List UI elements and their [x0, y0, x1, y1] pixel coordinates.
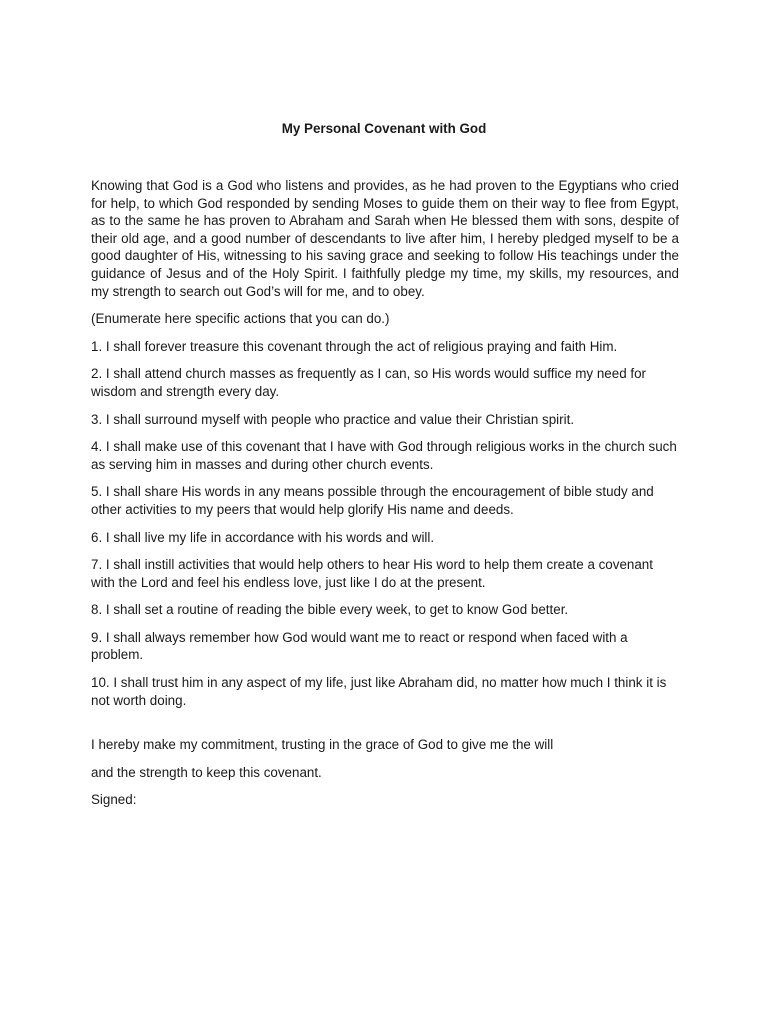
- covenant-item: 8. I shall set a routine of reading the bible every week, to get to know God better.: [91, 602, 569, 618]
- covenant-item: 10. I shall trust him in any aspect of my life, just like Abraham did, no matter how much I think it is not worth doing.: [91, 675, 667, 708]
- commitment-line-2: and the strength to keep this covenant.: [91, 764, 322, 780]
- covenant-item: 2. I shall attend church masses as frequently as I can, so His words would suffice my need for wisdom and strength every day.: [91, 366, 646, 399]
- signature-label: Signed:: [91, 792, 137, 808]
- covenant-item: 6. I shall live my life in accordance with his words and will.: [91, 529, 435, 545]
- instruction-text: (Enumerate here specific actions that you can do.): [91, 311, 390, 327]
- document-body: [91, 177, 679, 819]
- intro-paragraph: Knowing that God is a God who listens and provides, as he had proven to the Egyptians who cried for help, to which God responded by sending Moses to guide them on their way to flee from Egypt, as to the same he has proven to Abraham and Sarah when He blessed them with sons, despite of their old age, and a good number of descendants to live after him, I hereby pledged myself to be a good daughter of His, witnessing to his saving grace and seeking to follow His teachings under the guidance of Jesus and of the Holy Spirit. I faithfully pledge my time, my skills, my resources, and my strength to search out God’s will for me, and to obey.: [91, 178, 679, 299]
- covenant-item: 7. I shall instill activities that would help others to hear His word to help them create a covenant with the Lord and feel his endless love, just like I do at the present.: [91, 557, 653, 590]
- covenant-item: 4. I shall make use of this covenant that I have with God through religious works in the church such as serving him in masses and during other church events.: [91, 439, 677, 472]
- covenant-item: 3. I shall surround myself with people who practice and value their Christian spirit.: [91, 411, 575, 427]
- closing-section: [91, 736, 679, 809]
- commitment-line-1: I hereby make my commitment, trusting in the grace of God to give me the will: [91, 737, 554, 753]
- covenant-item: 1. I shall forever treasure this covenant through the act of religious praying and faith Him.: [91, 338, 618, 354]
- covenant-item: 5. I shall share His words in any means possible through the encouragement of bible study and other activities to my peers that would help glorify His name and deeds.: [91, 484, 654, 517]
- document-title: My Personal Covenant with God: [281, 121, 487, 136]
- covenant-item: 9. I shall always remember how God would want me to react or respond when faced with a problem.: [91, 629, 628, 663]
